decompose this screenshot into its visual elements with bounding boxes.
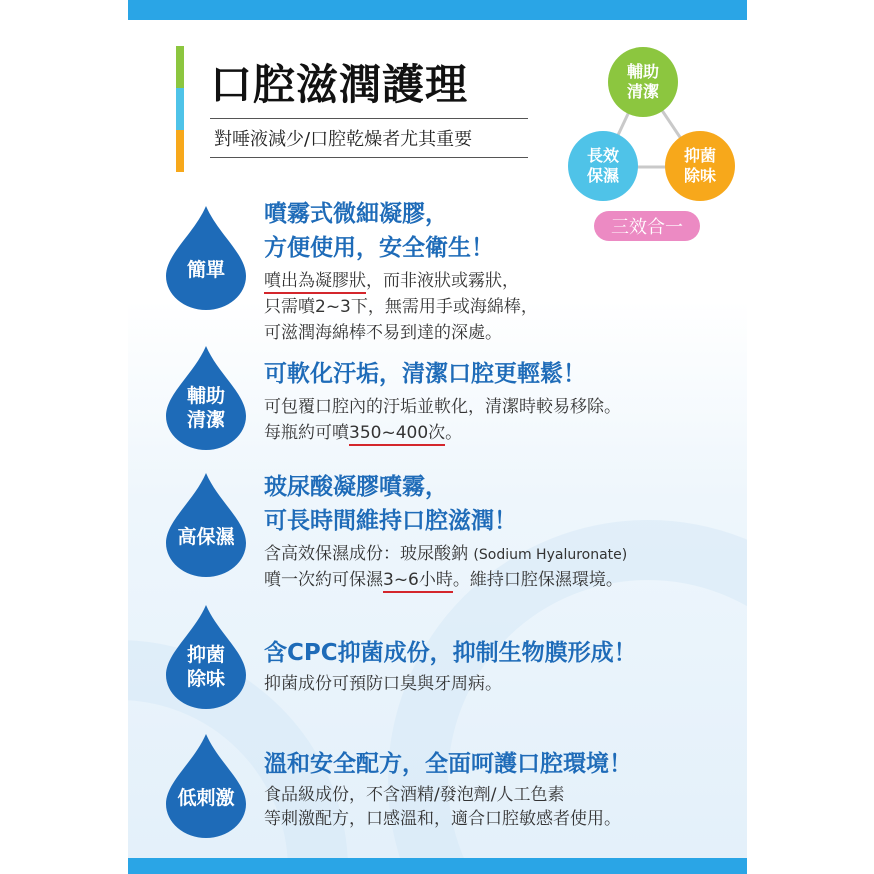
feature-headline: 玻尿酸凝膠噴霧， [264, 474, 448, 500]
feature-badge: 高保濕 [177, 526, 235, 548]
top-bar [128, 0, 747, 20]
feature-headline: 可長時間維持口腔滋潤！ [264, 508, 517, 534]
feature-body-line: 等刺激配方，口感溫和，適合口腔敏感者使用。 [264, 809, 621, 829]
body-text: ，而非液狀或霧狀， [366, 271, 519, 291]
feature-badge: 低刺激 [177, 787, 235, 809]
body-text: 。維持口腔保濕環境。 [452, 570, 623, 590]
accent-bar-green [176, 46, 184, 88]
feature-body-line [264, 541, 627, 568]
accent-bar-orange [176, 130, 184, 172]
feature-headline: 方便使用，安全衛生！ [264, 235, 494, 261]
feature-drop [166, 734, 246, 838]
accent-bar-cyan [176, 88, 184, 130]
body-text: 噴一次約可保濕 [264, 570, 383, 590]
benefit-circle-cleaning [608, 47, 678, 117]
benefit-circle-label: 抑菌 除味 [683, 146, 716, 185]
feature-headline: 溫和安全配方，全面呵護口腔環境！ [264, 751, 632, 777]
body-text-small: (Sodium Hyaluronate) [473, 547, 628, 563]
page-subtitle: 對唾液減少/口腔乾燥者尤其重要 [210, 118, 528, 158]
benefit-circle-moisture [568, 131, 638, 201]
body-text: 每瓶約可噴 [264, 423, 349, 443]
body-text: 。 [445, 423, 463, 443]
feature-body-line: 食品級成份，不含酒精/發泡劑/人工色素 [264, 785, 565, 805]
feature-drop [166, 605, 246, 709]
feature-body-line: 可滋潤海綿棒不易到達的深處。 [264, 323, 502, 343]
feature-headline: 噴霧式微細凝膠， [264, 201, 448, 227]
page-title: 口腔滋潤護理 [210, 60, 469, 109]
highlight-text: 3~6小時 [383, 570, 453, 593]
feature-body-line: 可包覆口腔內的汙垢並軟化，清潔時較易移除。 [264, 397, 621, 417]
benefit-circle-label: 輔助 清潔 [626, 62, 659, 101]
feature-body-line [264, 567, 623, 593]
poster-panel [128, 0, 747, 874]
feature-drop [166, 206, 246, 310]
feature-headline: 可軟化汙垢，清潔口腔更輕鬆！ [264, 361, 586, 387]
benefit-circle-antibacterial [665, 131, 735, 201]
three-in-one-badge: 三效合一 [594, 211, 700, 241]
feature-body-line [264, 268, 519, 294]
feature-badge: 抑菌 除味 [186, 644, 225, 690]
bottom-bar [128, 858, 747, 874]
feature-badge: 簡單 [186, 259, 225, 281]
feature-drop [166, 346, 246, 450]
feature-body-line: 抑菌成份可預防口臭與牙周病。 [264, 674, 502, 694]
feature-drop [166, 473, 246, 577]
feature-body-line: 只需噴2~3下，無需用手或海綿棒， [264, 297, 538, 317]
feature-headline: 含CPC抑菌成份，抑制生物膜形成！ [264, 640, 637, 666]
highlight-text: 350~400次 [349, 423, 445, 446]
feature-body-line [264, 420, 462, 446]
benefit-circle-label: 長效 保濕 [586, 146, 619, 185]
feature-badge: 輔助 清潔 [186, 385, 225, 431]
highlight-text: 噴出為凝膠狀 [264, 271, 366, 294]
body-text: 含高效保濕成份：玻尿酸鈉 [264, 544, 474, 564]
